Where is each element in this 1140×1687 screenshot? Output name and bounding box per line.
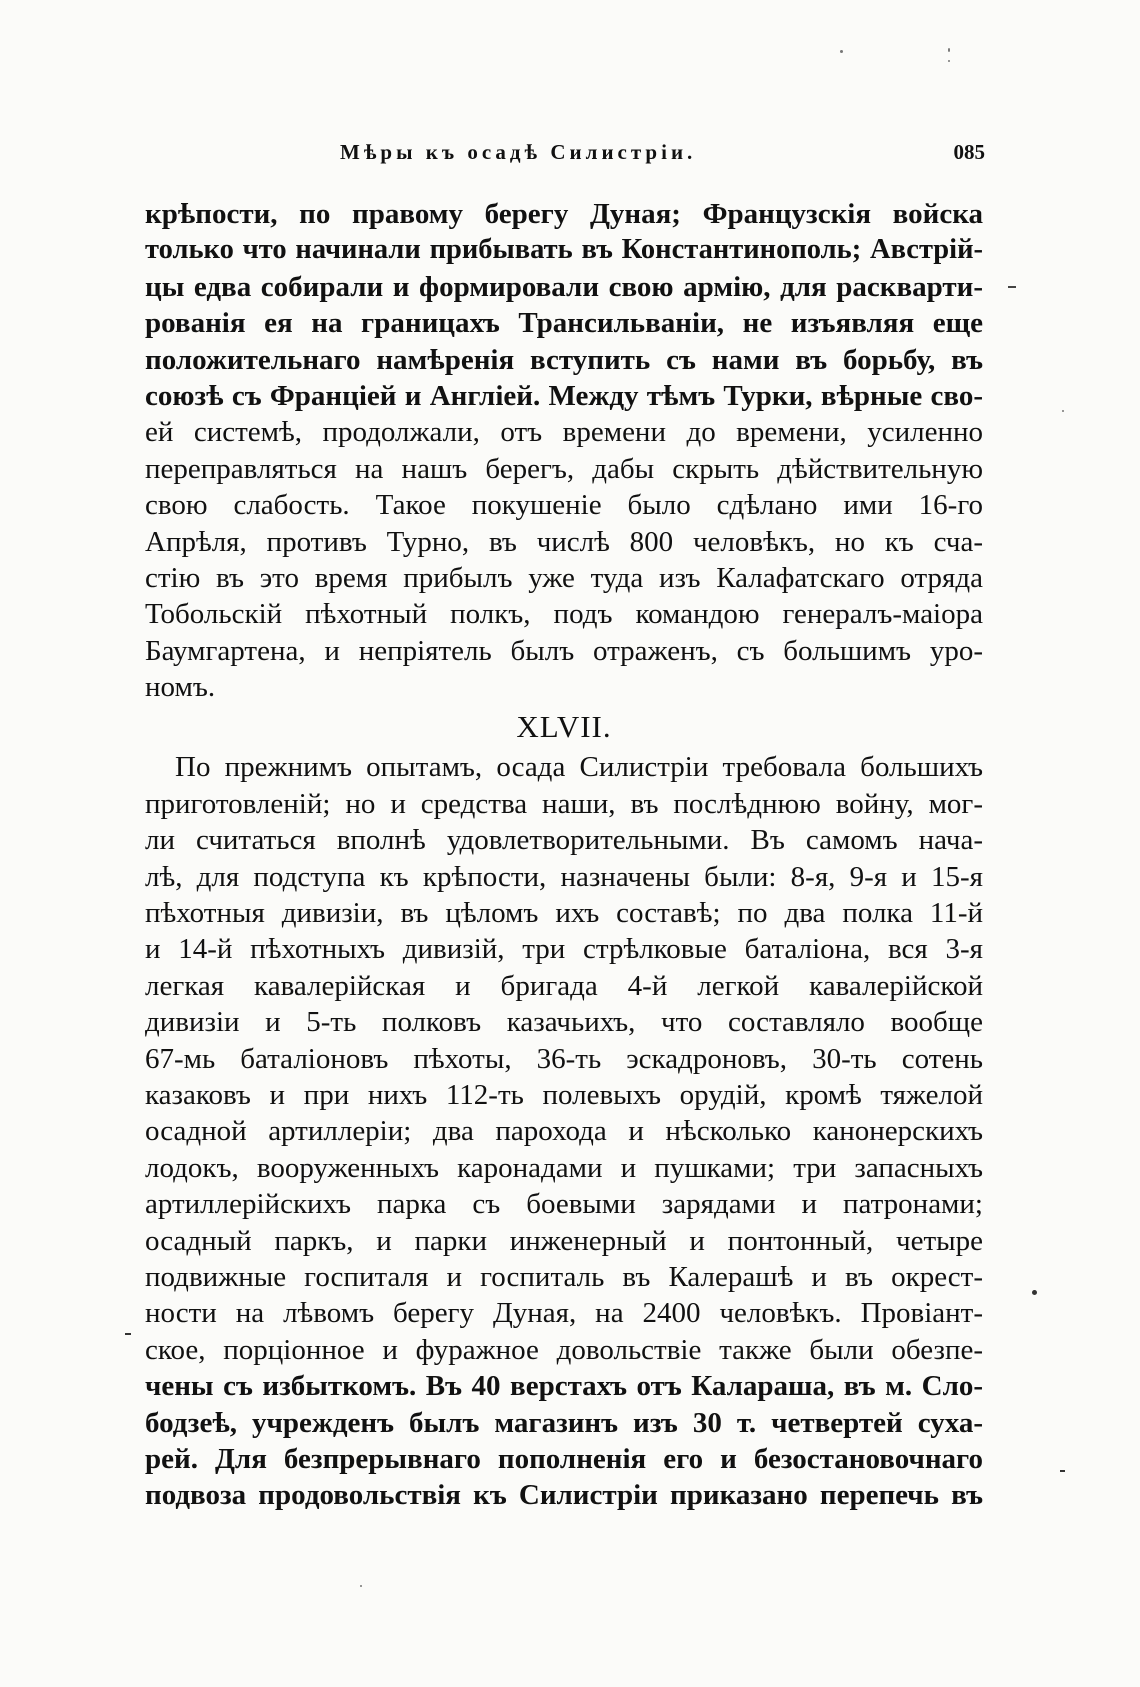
- text-line: приготовленій; но и средства наши, въ послѣднюю войну, мог-: [145, 787, 983, 820]
- paper-speck: [360, 1585, 362, 1587]
- text-line: ности на лѣвомъ берегу Дуная, на 2400 человѣкъ. Провіант-: [145, 1297, 983, 1330]
- text-line: переправляться на нашъ берегъ, дабы скрыть дѣйствительную: [145, 452, 983, 485]
- text-line: казаковъ и при нихъ 112-ть полевыхъ орудій, кромѣ тяжелой: [145, 1078, 983, 1111]
- text-line: 67-мь баталіоновъ пѣхоты, 36-ть эскадроновъ, 30-ть сотень: [145, 1042, 983, 1075]
- text-line: рованія ея на границахъ Трансильваніи, не изъявляя еще: [145, 307, 983, 340]
- text-line: артиллерійскихъ парка съ боевыми зарядами и патронами;: [145, 1188, 983, 1221]
- paper-speck: [840, 50, 843, 53]
- page-header: [145, 140, 985, 170]
- text-line: Баумгартена, и непріятель былъ отраженъ, съ большимъ уро-: [145, 634, 983, 667]
- text-line: ское, порціонное и фуражное довольствіе также были обезпе-: [145, 1333, 983, 1366]
- text-line: Апрѣля, противъ Турно, въ числѣ 800 человѣкъ, но къ сча-: [145, 525, 983, 558]
- paragraph-1: [145, 196, 983, 705]
- text-line: подвоза продовольствія къ Силистріи приказано перепечь въ: [145, 1479, 983, 1512]
- text-line: осадной артиллеріи; два парохода и нѣсколько канонерскихъ: [145, 1115, 983, 1148]
- text-line: лодокъ, вооруженныхъ каронадами и пушками; три запасныхъ: [145, 1151, 983, 1184]
- paper-speck: [1032, 1290, 1037, 1295]
- text-line: и 14-й пѣхотныхъ дивизій, три стрѣлковые баталіона, вся 3-я: [145, 933, 983, 966]
- chapter-heading: XLVII.: [516, 709, 612, 745]
- paper-speck: [1008, 286, 1016, 288]
- paper-speck: [948, 60, 950, 62]
- text-line: свою слабость. Такое покушеніе было сдѣлано ими 16-го: [145, 489, 983, 522]
- paragraph-2: [145, 749, 983, 1513]
- page-body: [145, 196, 983, 1514]
- text-line: положительнаго намѣренія вступить съ нами въ борьбу, въ: [145, 343, 983, 376]
- text-line: союзѣ съ Франціей и Англіей. Между тѣмъ Турки, вѣрные сво-: [145, 379, 983, 412]
- paper-speck: [1062, 410, 1064, 412]
- text-line: рей. Для безпрерывнаго пополненія его и безостановочнаго: [145, 1442, 983, 1475]
- text-line: чены съ избыткомъ. Въ 40 верстахъ отъ Калараша, въ м. Сло-: [145, 1370, 983, 1403]
- text-line: дивизіи и 5-ть полковъ казачьихъ, что составляло вообще: [145, 1006, 983, 1039]
- text-line: По прежнимъ опытамъ, осада Силистріи требовала большихъ: [175, 751, 983, 784]
- text-line: номъ.: [145, 671, 216, 704]
- paper-speck: [1060, 1470, 1065, 1472]
- text-line: подвижные госпиталя и госпиталь въ Калерашѣ и въ окрест-: [145, 1260, 983, 1293]
- page-number: 085: [953, 140, 985, 164]
- text-line: легкая кавалерійская и бригада 4-й легкой кавалерійской: [145, 969, 983, 1002]
- text-line: ей системѣ, продолжали, отъ времени до времени, усиленно: [145, 416, 983, 449]
- text-line: осадный паркъ, и парки инженерный и понтонный, четыре: [145, 1224, 983, 1257]
- text-line: цы едва собирали и формировали свою армію, для раскварти-: [145, 270, 983, 303]
- paper-speck: [125, 1333, 131, 1335]
- text-line: лѣ, для подступа къ крѣпости, назначены были: 8-я, 9-я и 15-я: [145, 860, 983, 893]
- paper-speck: [948, 48, 950, 52]
- text-line: Тобольскій пѣхотный полкъ, подъ командою генералъ-маіора: [145, 598, 983, 631]
- text-line: только что начинали прибывать въ Константинополь; Австрій-: [145, 234, 983, 266]
- text-line: пѣхотныя дивизіи, въ цѣломъ ихъ составѣ; по два полка 11-й: [145, 897, 983, 930]
- running-title: Мѣры къ осадѣ Силистріи.: [340, 140, 697, 164]
- text-line: крѣпости, по правому берегу Дуная; Французскія войска: [145, 198, 983, 230]
- text-line: ли считаться вполнѣ удовлетворительными. Въ самомъ нача-: [145, 824, 983, 857]
- text-line: бодзеѣ, учрежденъ былъ магазинъ изъ 30 т. четвертей суха-: [145, 1406, 983, 1439]
- text-line: стію въ это время прибылъ уже туда изъ Калафатскаго отряда: [145, 561, 983, 594]
